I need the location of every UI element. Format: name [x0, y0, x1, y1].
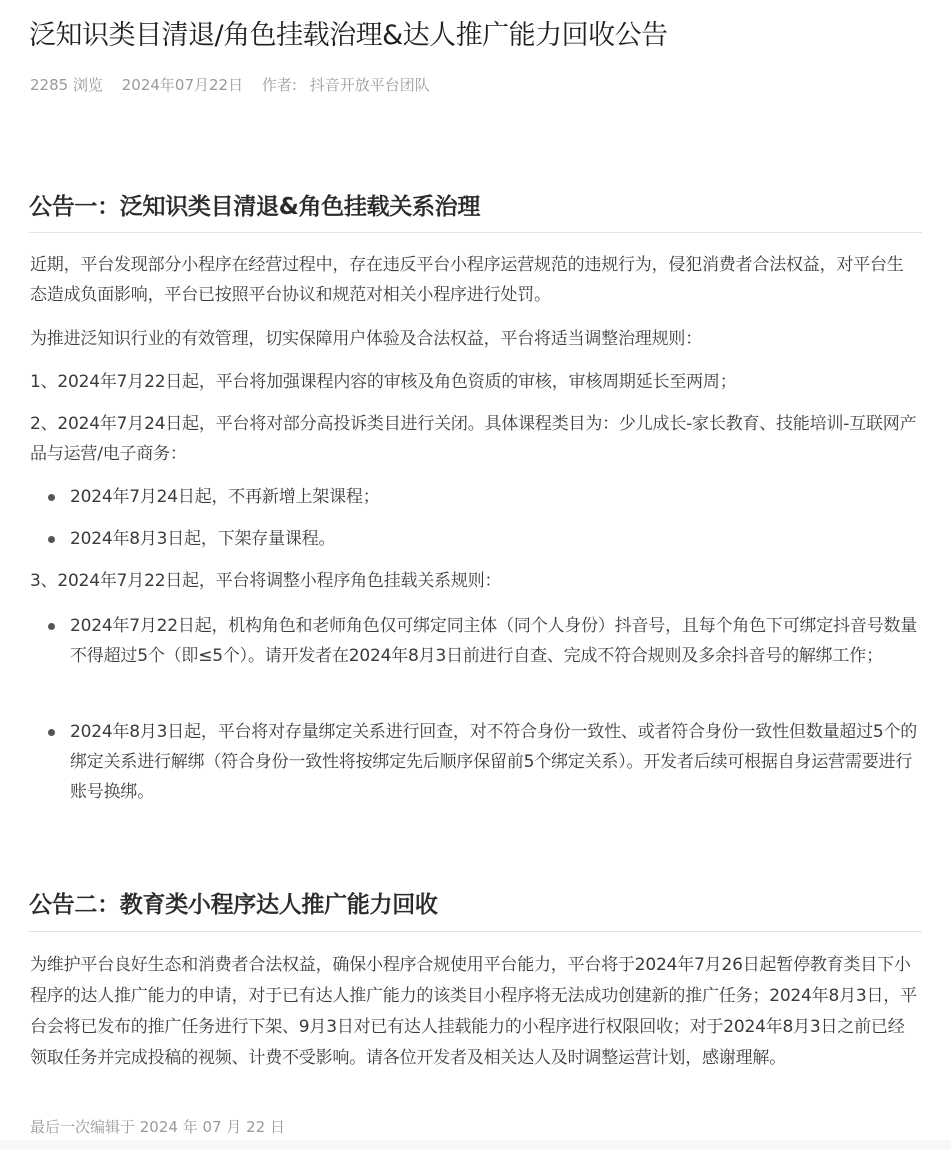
bullet-icon — [48, 536, 55, 543]
bullet-icon — [48, 623, 55, 630]
rule-2: 2、2024年7月24日起，平台将对部分高投诉类目进行关闭。具体课程类目为：少儿成长-家长教育、技能培训-互联网产品与运营/电子商务： — [30, 414, 917, 464]
list-item: 2024年7月22日起，机构角色和老师角色仅可绑定同主体（同个人身份）抖音号，且每个角色下可绑定抖音号数量不得超过5个（即≤5个）。请开发者在2024年8月3日前进行自查、完成不符合规则及多余抖音号的解绑工作； — [70, 616, 918, 666]
section1-heading: 公告一：泛知识类目清退&角色挂载关系治理 — [29, 194, 481, 220]
list-item: 2024年8月3日起，下架存量课程。 — [70, 529, 336, 549]
author-name[interactable]: 抖音开放平台团队 — [309, 76, 430, 94]
view-count: 2285 浏览 — [30, 76, 103, 94]
section1-divider — [29, 232, 922, 233]
bullet-icon — [48, 729, 55, 736]
last-edited: 最后一次编辑于 2024 年 07 月 22 日 — [30, 1118, 285, 1136]
rule-3: 3、2024年7月22日起，平台将调整小程序角色挂载关系规则： — [30, 571, 502, 591]
article-meta — [30, 74, 444, 96]
rule-1: 1、2024年7月22日起，平台将加强课程内容的审核及角色资质的审核，审核周期延长至两周； — [30, 372, 737, 392]
publish-date: 2024年07月22日 — [121, 76, 244, 94]
list-item: 2024年8月3日起，平台将对存量绑定关系进行回查，对不符合身份一致性、或者符合身份一致性但数量超过5个的绑定关系进行解绑（符合身份一致性将按绑定先后顺序保留前5个绑定关系）。开发者后续可根据自身运营需要进行账号换绑。 — [70, 722, 918, 802]
article-title: 泛知识类目清退/角色挂载治理&达人推广能力回收公告 — [29, 20, 668, 51]
section2-body: 为维护平台良好生态和消费者合法权益，确保小程序合规使用平台能力，平台将于2024年7月26日起暂停教育类目下小程序的达人推广能力的申请，对于已有达人推广能力的该类目小程序将无法成功创建新的推广任务；2024年8月3日，平台会将已发布的推广任务进行下架、9月3日对已有达人挂载能力的小程序进行权限回收；对于2024年8月3日之前已经领取任务并完成投稿的视频、计费不受影响。请各位开发者及相关达人及时调整运营计划，感谢理解。 — [30, 955, 917, 1068]
section2-divider — [29, 931, 922, 932]
author-label: 作者: — [261, 76, 297, 94]
section1-lead: 为推进泛知识行业的有效管理，切实保障用户体验及合法权益，平台将适当调整治理规则： — [30, 329, 702, 349]
list-item: 2024年7月24日起，不再新增上架课程； — [70, 487, 380, 507]
section2-heading: 公告二：教育类小程序达人推广能力回收 — [29, 892, 438, 918]
section1-intro: 近期，平台发现部分小程序在经营过程中，存在违反平台小程序运营规范的违规行为，侵犯消费者合法权益，对平台生态造成负面影响，平台已按照平台协议和规范对相关小程序进行处罚。 — [30, 255, 904, 305]
bullet-icon — [48, 494, 55, 501]
